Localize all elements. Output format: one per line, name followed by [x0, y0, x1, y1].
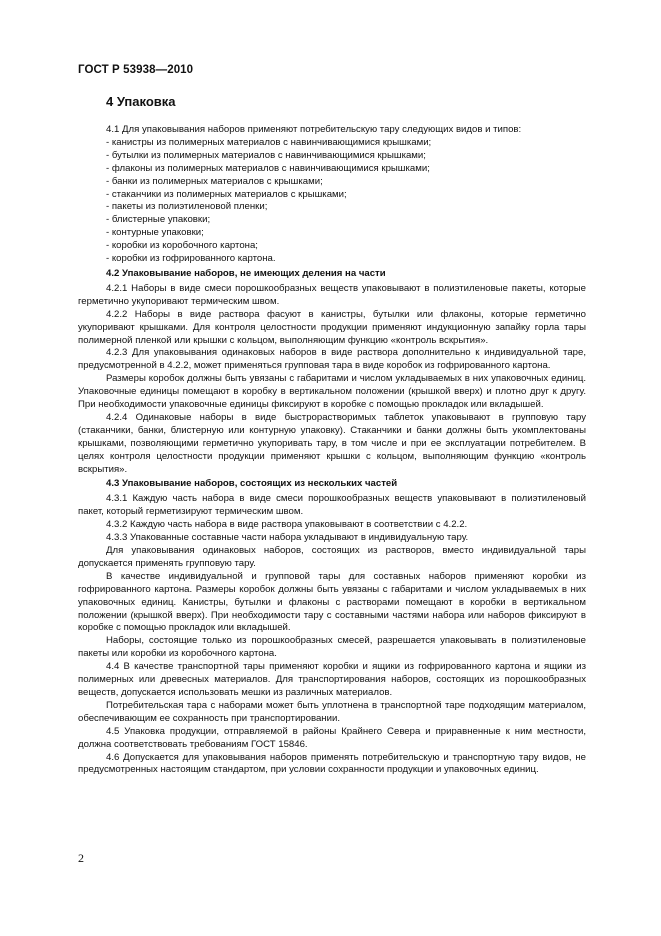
- paragraph-4-4-continued: Потребительская тара с наборами может быть уплотнена в транспортной таре подходящим материалом, обеспечивающим ее сохранность при транспортировании.: [78, 699, 586, 724]
- page-number: 2: [78, 851, 84, 865]
- paragraph-4-1: 4.1 Для упаковывания наборов применяют потребительскую тару следующих видов и типов:: [106, 124, 522, 135]
- list-item: - коробки из коробочного картона;: [106, 240, 258, 252]
- paragraph-4-2-1: 4.2.1 Наборы в виде смеси порошкообразных веществ упаковывают в полиэтиленовые пакеты, которые герметично укупоривают термическим швом.: [78, 282, 586, 307]
- paragraph-4-2-4: 4.2.4 Одинаковые наборы в виде быстрорастворимых таблеток упаковывают в групповую тару (стаканчики, банки, блистерную или контурную упаковку). Стаканчики и банки должны быть укомплектованы крышками, позволяющими герметично укупоривать тару, в том числе и при ее эксплуатации потребителем. В целях контроля целостности продукции применяют крышки с кольцом, выполняющим функцию «контроль вскрытия».: [78, 411, 586, 475]
- list-item: - коробки из гофрированного картона.: [106, 253, 276, 265]
- paragraph-4-6: 4.6 Допускается для упаковывания наборов применять потребительскую и транспортную тару видов, не предусмотренных настоящим стандартом, при условии сохранности продукции и упаковочных единиц.: [78, 751, 586, 776]
- subsection-heading-4-3: 4.3 Упаковывание наборов, состоящих из нескольких частей: [106, 478, 398, 490]
- paragraph-4-2-2: 4.2.2 Наборы в виде раствора фасуют в канистры, бутылки или флаконы, которые герметично укупоривают крышками. Для контроля целостности продукции применяют индукционную запайку горла тары полимерной пленкой или крышки с кольцом, выполняющим функцию «контроль вскрытия».: [78, 308, 586, 346]
- list-item: - блистерные упаковки;: [106, 214, 211, 226]
- list-item: - канистры из полимерных материалов с навинчивающимися крышками;: [106, 136, 432, 148]
- paragraph-4-2-3-continued: Размеры коробок должны быть увязаны с габаритами и числом укладываемых в них упаковочных единиц. Упаковочные единицы помещают в коробку в вертикальном положении (крышкой вверх) и плотно друг к другу. При необходимости упаковочные единицы фиксируют в коробке с помощью прокладок или вкладышей.: [78, 373, 586, 411]
- paragraph-4-5: 4.5 Упаковка продукции, отправляемой в районы Крайнего Севера и приравненные к ним местности, должна соответствовать требованиям ГОСТ 15846.: [78, 725, 586, 750]
- list-item: - флаконы из полимерных материалов с навинчивающимися крышками;: [106, 162, 430, 174]
- section-title: 4 Упаковка: [106, 94, 176, 109]
- document-header: ГОСТ Р 53938—2010: [78, 64, 194, 76]
- subsection-heading-4-2: 4.2 Упаковывание наборов, не имеющих деления на части: [106, 267, 386, 279]
- document-body: [78, 124, 586, 777]
- paragraph-4-2-3: 4.2.3 Для упаковывания одинаковых наборов в виде раствора дополнительно к индивидуальной таре, предусмотренной в 4.2.2, может применяться групповая тара в виде коробок из гофрированного картона.: [78, 347, 586, 372]
- paragraph-4-3-3-group: Для упаковывания одинаковых наборов, состоящих из растворов, вместо индивидуальной тары допускается применять групповую тару.: [78, 545, 586, 569]
- paragraph-4-3-3-powders: Наборы, состоящие только из порошкообразных смесей, разрешается упаковывать в полиэтиленовые пакеты или коробки из коробочного картона.: [78, 635, 586, 660]
- list-item: - контурные упаковки;: [106, 227, 204, 239]
- list-item: - пакеты из полиэтиленовой пленки;: [106, 201, 268, 213]
- paragraph-4-3-1: 4.3.1 Каждую часть набора в виде смеси порошкообразных веществ упаковывают в полиэтиленовый пакет, который герметизируют термическим швом.: [78, 493, 586, 518]
- paragraph-4-3-3: 4.3.3 Упакованные составные части набора укладывают в индивидуальную тару.: [106, 532, 469, 544]
- list-item: - стаканчики из полимерных материалов с крышками;: [106, 188, 347, 200]
- paragraph-4-4: 4.4 В качестве транспортной тары применяют коробки и ящики из гофрированного картона и ящики из полимерных или древесных материалов. Для транспортирования наборов, состоящих из порошкообразных веществ, допускается использовать мешки из различных материалов.: [78, 661, 586, 698]
- list-item: - банки из полимерных материалов с крышками;: [106, 175, 323, 187]
- paragraph-4-3-2: 4.3.2 Каждую часть набора в виде раствора упаковывают в соответствии с 4.2.2.: [106, 519, 468, 531]
- paragraph-4-3-3-boxes: В качестве индивидуальной и групповой тары для составных наборов применяют коробки из гофрированного картона. Размеры коробок должны быть увязаны с габаритами и числом укладываемых в них упаковочных единиц. Канистры, бутылки и флаконы с растворами помещают в коробки в вертикальном положении (крышкой вверх). При необходимости тару с составными частями набора или наборов фиксируют в коробке с помощью прокладок или вкладышей.: [78, 570, 586, 634]
- list-item: - бутылки из полимерных материалов с навинчивающимися крышками;: [106, 149, 426, 161]
